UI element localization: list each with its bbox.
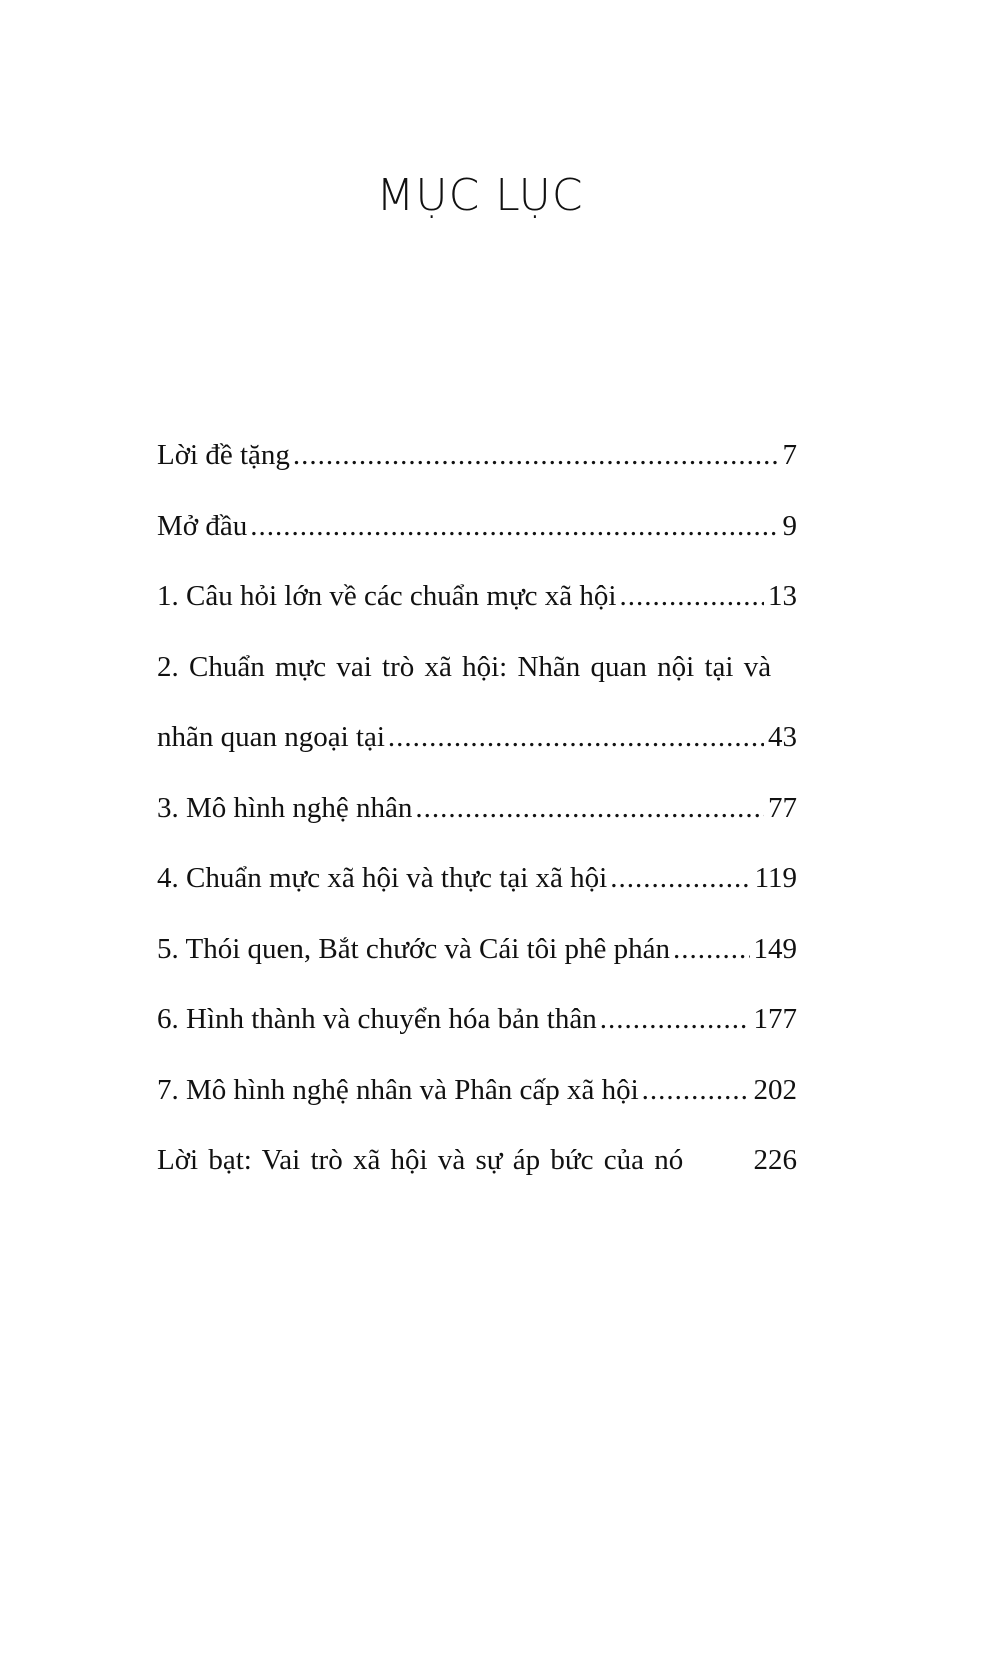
toc-entry-title: Lời bạt: Vai trò xã hội và sự áp bức của nó <box>157 1144 684 1176</box>
dot-leader <box>673 914 750 985</box>
toc-entry-title: 5. Thói quen, Bắt chước và Cái tôi phê phán <box>157 932 670 965</box>
toc-entry[interactable] <box>157 632 797 703</box>
toc-entry-page: 202 <box>753 1073 797 1106</box>
toc-entry[interactable] <box>157 984 797 1055</box>
dot-leader <box>619 561 764 632</box>
toc-entry-title: 1. Câu hỏi lớn về các chuẩn mực xã hội <box>157 580 617 612</box>
toc-entry[interactable] <box>157 1055 797 1126</box>
toc-entry-title: Mở đầu <box>157 509 248 542</box>
toc-entry[interactable] <box>157 491 797 562</box>
toc-entry[interactable] <box>157 773 797 844</box>
dot-leader <box>600 984 750 1055</box>
toc-entry-page: 177 <box>753 1003 797 1035</box>
toc-entry-title: 4. Chuẩn mực xã hội và thực tại xã hội <box>157 862 608 894</box>
toc-entry-page: 119 <box>754 862 797 894</box>
table-of-contents <box>157 420 797 1196</box>
toc-entry[interactable] <box>157 843 797 914</box>
toc-entry-title: 7. Mô hình nghệ nhân và Phân cấp xã hội <box>157 1073 639 1106</box>
toc-entry-continued[interactable] <box>157 702 797 773</box>
dot-leader <box>250 491 778 562</box>
toc-entry[interactable] <box>157 561 797 632</box>
dot-leader <box>388 702 764 773</box>
toc-entry[interactable] <box>157 420 797 491</box>
toc-entry-page: 7 <box>782 439 797 471</box>
dot-leader <box>293 420 779 491</box>
toc-entry-page: 9 <box>782 509 797 542</box>
dot-leader <box>642 1055 750 1126</box>
toc-entry-page: 149 <box>753 932 797 965</box>
toc-entry[interactable] <box>157 914 797 985</box>
toc-entry-title-line1: 2. Chuẩn mực vai trò xã hội: Nhãn quan nội tại và <box>157 650 772 683</box>
toc-entry[interactable] <box>157 1125 797 1196</box>
toc-entry-page: 13 <box>768 580 797 612</box>
dot-leader <box>415 773 764 844</box>
toc-entry-page: 43 <box>768 721 797 753</box>
toc-entry-page: 226 <box>753 1144 797 1176</box>
page-title: MỤC LỤC <box>376 170 584 221</box>
dot-leader <box>610 843 750 914</box>
toc-entry-page: 77 <box>768 791 797 824</box>
toc-entry-title: Lời đề tặng <box>157 439 290 471</box>
toc-entry-title: 3. Mô hình nghệ nhân <box>157 791 413 824</box>
toc-entry-title: 6. Hình thành và chuyển hóa bản thân <box>157 1003 597 1035</box>
toc-entry-title-line2: nhãn quan ngoại tại <box>157 721 385 753</box>
